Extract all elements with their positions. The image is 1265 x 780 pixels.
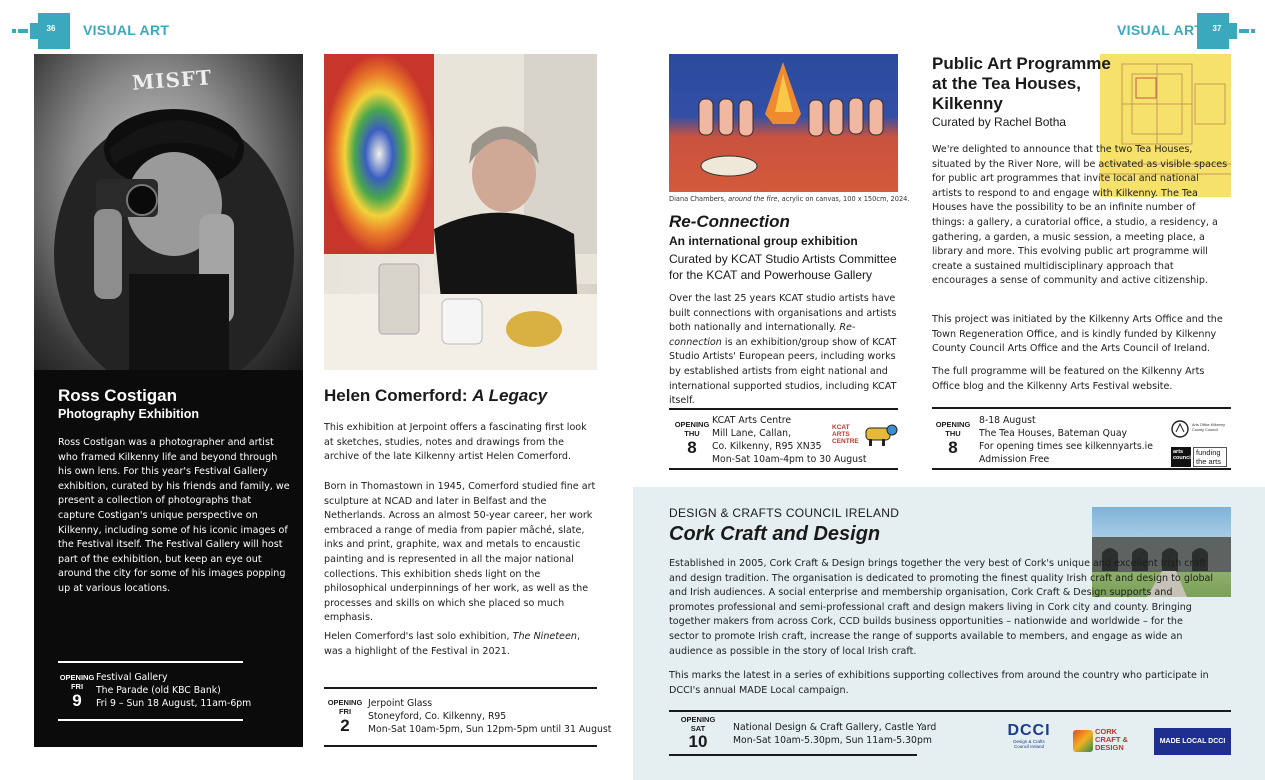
cork-venue: National Design & Craft Gallery, Castle Yard xyxy=(733,722,937,733)
left-section-title: VISUAL ART xyxy=(83,22,170,38)
right-section-title: VISUAL ART xyxy=(1117,22,1204,38)
helen-address: Stoneyford, Co. Kilkenny, R95 xyxy=(368,711,507,722)
tea-houses-info-rule-bottom xyxy=(932,468,1231,470)
ross-info-rule-bottom xyxy=(58,719,243,721)
helen-hours: Mon-Sat 10am-5pm, Sun 12pm-5pm until 31 August xyxy=(368,724,612,735)
tea-houses-para-2: This project was initiated by the Kilkenny Arts Office and the Town Regeneration Office, and is kindly funded by Kilkenny County Council Arts Office and the Arts Council of Ireland. xyxy=(932,314,1223,355)
reconnection-subtitle: An international group exhibition xyxy=(669,234,858,248)
tea-houses-info-rule-top xyxy=(932,407,1231,409)
kilkenny-arts-office-logo: Arts Office Kilkenny County Council xyxy=(1170,419,1232,443)
helen-para-2: Born in Thomastown in 1945, Comerford studied fine art sculpture at NCAD and later in Belfast and the Netherlands. Across an almost 50-year career, her work embraced a range of media from papier mâché, slate, inks and print, graphite, wax and metals to encaustic painting and is represented in all the major national collections. This exhibition sheds light on the philosophical underpinnings of her work, as well as the processes and skills on which she placed so much emphasis. xyxy=(324,481,596,624)
reconnection-address-1: Mill Lane, Callan, xyxy=(712,428,792,439)
cork-venue-info xyxy=(733,721,936,747)
tea-houses-opening-label: OPENING THU xyxy=(935,420,971,438)
tea-houses-hours: For opening times see kilkennyarts.ie xyxy=(979,441,1153,452)
helen-title-main: Helen Comerford: xyxy=(324,386,473,405)
helen-opening-date: 2 xyxy=(340,716,350,735)
helen-para-1: This exhibition at Jerpoint offers a fascinating first look at sketches, studies, notes and drawings from the archive of the late Kilkenny artist Helen Comerford. xyxy=(324,422,587,463)
tea-houses-opening-date: 8 xyxy=(948,438,958,457)
made-local-logo: MADE LOCAL DCCI xyxy=(1154,728,1231,755)
helen-para-3: Helen Comerford's last solo exhibition, The Nineteen, was a highlight of the Festival in 2021. xyxy=(324,631,581,657)
reconnection-info-rule-top xyxy=(669,408,898,410)
kcat-animal-icon xyxy=(862,422,898,448)
tea-houses-admission: Admission Free xyxy=(979,454,1050,465)
cork-hours: Mon-Sat 10am-5.30pm, Sun 11am-5.30pm xyxy=(733,735,932,746)
tea-houses-para-1: We're delighted to announce that the two Tea Houses, situated by the River Nore, will be activated as visible spaces for public art programmes that invite local and national artists to respond to and engage with Kilkenny. The Tea Houses have the possibility to be an infinite number of things: a gallery, a curatorial office, a studio, a residency, a gathering, a garden, a music session, a meeting place, a library and more. This evolving public art programme will create a sustained multidisciplinary approach that encourages a sense of community and active citizenship. xyxy=(932,144,1228,287)
helen-venue: Jerpoint Glass xyxy=(368,698,433,709)
arts-council-logo: arts council xyxy=(1171,447,1191,467)
cork-para-2: This marks the latest in a series of exhibitions supporting collectives from around the country who participate in DCCI's annual MADE Local campaign. xyxy=(669,670,1209,696)
reconnection-address-2: Co. Kilkenny, R95 XN35 xyxy=(712,441,822,452)
reconnection-curated: Curated by KCAT Studio Artists Committee for the KCAT and Powerhouse Gallery xyxy=(669,252,897,282)
arts-office-circle-icon xyxy=(1170,419,1190,439)
right-page-number: 37 xyxy=(1212,24,1222,33)
cork-para-1: Established in 2005, Cork Craft & Design brings together the very best of Cork's unique and excellent Irish craft and design tradition. The organisation is dedicated to promoting the finest quality Irish craft and design to global and Irish audiences. A social enterprise and membership organisation, Cork Craft & Design supports and promotes professional and semi-professional craft and design makers living in Cork city and county. Bringing together makers from across Cork, CCD builds business opportunities – nationwide and worldwide – for the sector to promote Irish craft, increase the range of supports available to members, and engage as wide an audience as possible in the story of local Irish craft. xyxy=(669,558,1214,657)
reconnection-opening-label: OPENING THU xyxy=(674,420,710,438)
funding-the-arts-logo: funding the arts xyxy=(1193,447,1227,467)
tea-houses-curated: Curated by Rachel Botha xyxy=(932,115,1067,129)
diana-chambers-painting xyxy=(669,54,898,192)
helen-venue-info xyxy=(368,697,611,736)
tea-houses-venue: The Tea Houses, Bateman Quay xyxy=(979,428,1128,439)
dcci-logo: DCCI Design & Crafts Council Ireland xyxy=(1007,722,1051,749)
cork-opening-date: 10 xyxy=(688,732,708,751)
ross-address: The Parade (old KBC Bank) xyxy=(96,685,221,696)
cork-craft-title: Cork Craft and Design xyxy=(669,523,881,545)
cork-craft-design-logo: CORK CRAFT & DESIGN xyxy=(1073,728,1133,756)
reconnection-hours: Mon-Sat 10am-4pm to 30 August xyxy=(712,454,867,465)
diana-painting-caption: Diana Chambers, around the fire, acrylic on canvas, 100 x 150cm, 2024. xyxy=(669,195,910,203)
helen-info-rule-top xyxy=(324,687,597,689)
helen-comerford-title xyxy=(324,386,547,406)
tea-houses-venue-info xyxy=(979,414,1153,466)
reconnection-description: Over the last 25 years KCAT studio artists have built connections with organisations and artists both nationally and internationally. Re-connection is an exhibition/group show of KCAT Studio Artists' European peers, including works by established artists from eight national and international supported studios, including KCAT itself. xyxy=(669,293,897,407)
cork-opening-label: OPENING SAT xyxy=(680,715,716,733)
kcat-logo: KCAT ARTS CENTRE xyxy=(832,422,898,448)
cork-info-rule-top xyxy=(669,710,1231,712)
reconnection-opening-date: 8 xyxy=(687,438,697,457)
helen-comerford-photo xyxy=(324,54,597,370)
helen-opening-label: OPENING FRI xyxy=(327,698,363,716)
tea-houses-para-3: The full programme will be featured on the Kilkenny Arts Office blog and the Kilkenny Arts Festival website. xyxy=(932,366,1205,392)
ross-costigan-subtitle: Photography Exhibition xyxy=(58,407,199,421)
ross-opening-date: 9 xyxy=(72,691,82,710)
cork-craft-logo-mark xyxy=(1073,730,1093,752)
tea-houses-title: Public Art Programme at the Tea Houses, Kilkenny xyxy=(932,54,1111,113)
reconnection-venue: KCAT Arts Centre xyxy=(712,415,792,426)
helen-info-rule-bottom xyxy=(324,745,597,747)
ross-costigan-description: Ross Costigan was a photographer and artist who framed Kilkenny life and beyond through his own lens. For this year's Festival Gallery exhibition, curated by his friends and family, we present a collection of photographs that capture Costigan's unique perspective on Kilkenny, including some of his iconic images of the Festival itself. The Festival Gallery will host part of the exhibition, but keep an eye out around the city for some of his images popping up at various locations. xyxy=(58,437,290,594)
ross-costigan-photo xyxy=(34,54,303,370)
ross-opening-label: OPENING FRI xyxy=(59,673,95,691)
ross-venue: Festival Gallery xyxy=(96,672,168,683)
tea-houses-dates: 8-18 August xyxy=(979,415,1036,426)
ross-info-rule-top xyxy=(58,661,243,663)
cap-logo: MISFT xyxy=(131,65,213,95)
helen-title-italic: A Legacy xyxy=(472,386,548,405)
ross-costigan-name: Ross Costigan xyxy=(58,386,178,405)
cork-info-rule-bottom xyxy=(669,754,917,756)
reconnection-title: Re-Connection xyxy=(669,212,790,231)
cork-org-label: DESIGN & CRAFTS COUNCIL IRELAND xyxy=(669,506,900,520)
reconnection-info-rule-bottom xyxy=(669,468,898,470)
ross-venue-info xyxy=(96,671,251,710)
ross-hours: Fri 9 – Sun 18 August, 11am-6pm xyxy=(96,698,252,709)
left-page-number: 36 xyxy=(46,24,56,33)
